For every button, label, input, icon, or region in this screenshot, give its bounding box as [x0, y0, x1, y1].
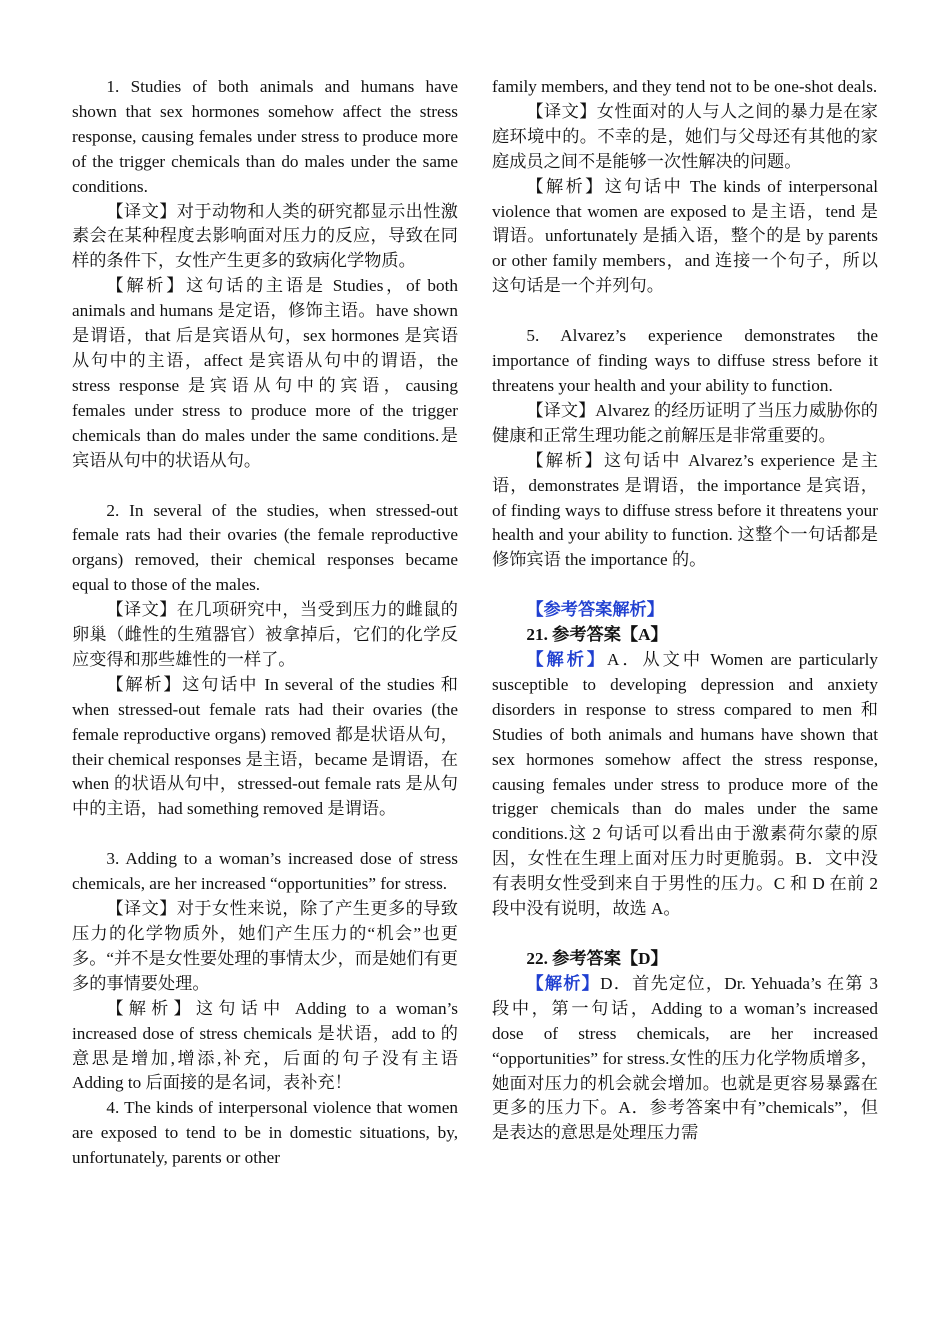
sentence-4-analysis: 【解析】这句话中 The kinds of interpersonal violence that women are exposed to 是主语，tend 是谓语。unfortunately 是插入语，整个的是 by parents or other family members，and 连接一个句子，所以这句话是一个并列句。 [492, 176, 878, 296]
sentence-2-english: 2. In several of the studies, when stressed-out female rats had their ovaries (the female reproductive organs) removed, their chemical responses became equal to those of the males. [72, 500, 458, 595]
q22-analysis-text: D．首先定位，Dr. Yehuada’s 在第 3 段中，第一句话，Adding to a woman’s increased dose of stress chemicals, are her increased “opportunities” for stress.女性的压力化学物质增多，她面对压力的机会就会增加。也就是更容易暴露在更多的压力下。A．参考答案中有”chemicals”，但是表达的意思是处理压力需 [492, 973, 878, 1143]
spacer [492, 573, 878, 598]
spacer [492, 299, 878, 324]
q22-analysis-label: 【解析】 [526, 973, 601, 993]
q22-explanation [492, 972, 878, 1146]
right-column [492, 75, 878, 1146]
spacer [72, 474, 458, 499]
sentence-4-english-part1: 4. The kinds of interpersonal violence that women are exposed to tend to be in domestic situations, by, unfortunately, parents or other [72, 1098, 458, 1168]
q21-analysis-text: A．从文中 Women are particularly susceptible to developing depression and anxiety disorders in response to stress compared to men 和 Studies of both animals and humans have shown that sex hormones somehow affect the stress response, causing females under stress to produce more of the trigger chemicals than do males under the same conditions.这 2 句话可以看出由于激素荷尔蒙的原因，女性在生理上面对压力时更脆弱。B．文中没有表明女性受到来自于男性的压力。C 和 D 在前 2 段中没有说明，故选 A。 [492, 650, 878, 919]
sentence-4-english-part2: family members, and they tend not to be one-shot deals. [492, 77, 878, 96]
sentence-3-analysis: 【解析】这句话中 Adding to a woman’s increased dose of stress chemicals 是状语，add to 的意思是增加,增添,补充，后面的句子没有主语 Adding to 后面接的是名词，表补充！ [72, 998, 458, 1093]
q22-answer-heading: 22. 参考答案【D】 [526, 949, 668, 968]
left-column [72, 75, 458, 1171]
sentence-5-analysis: 【解析】这句话中 Alvarez’s experience 是主语，demonstrates 是谓语，the importance 是宾语，of finding ways to diffuse stress before it threatens your health and your ability to function. 这整个一句话都是修饰宾语 the importance 的。 [492, 450, 878, 570]
sentence-1-english: 1. Studies of both animals and humans have shown that sex hormones somehow affect the stress response, causing females under stress to produce more of the trigger chemicals than do males under the same conditions. [72, 77, 458, 196]
spacer [72, 822, 458, 847]
sentence-1-analysis: 【解析】这句话的主语是 Studies，of both animals and humans 是定语，修饰主语。have shown 是谓语，that 后是宾语从句，sex hormones 是宾语从句中的主语，affect 是宾语从句中的谓语，the stress response 是宾语从句中的宾语，causing females under stress to produce more of the trigger chemicals than do males under the same conditions.是宾语从句中的状语从句。 [72, 276, 458, 470]
q21-answer-heading: 21. 参考答案【A】 [526, 625, 668, 645]
sentence-3-translation: 【译文】对于女性来说，除了产生更多的导致压力的化学物质外，她们产生压力的“机会”也更多。“并不是女性要处理的事情太少，而是她们有更多的事情要处理。 [72, 899, 458, 993]
answer-section-title: 【参考答案解析】 [526, 600, 664, 620]
q21-analysis-label: 【解析】 [526, 650, 607, 670]
sentence-4-translation: 【译文】女性面对的人与人之间的暴力是在家庭环境中的。不幸的是，她们与父母还有其他的家庭成员之间不是能够一次性解决的问题。 [492, 101, 878, 171]
q21-explanation [492, 648, 878, 922]
sentence-3-english: 3. Adding to a woman’s increased dose of stress chemicals, are her increased “opportunities” for stress. [72, 849, 458, 894]
spacer [492, 922, 878, 947]
sentence-5-translation: 【译文】Alvarez 的经历证明了当压力威胁你的健康和正常生理功能之前解压是非常重要的。 [492, 400, 878, 445]
sentence-2-translation: 【译文】在几项研究中，当受到压力的雌鼠的卵巢（雌性的生殖器官）被拿掉后，它们的化学反应变得和那些雄性的一样了。 [72, 600, 458, 669]
sentence-5-english: 5. Alvarez’s experience demonstrates the importance of finding ways to diffuse stress before it threatens your health and your ability to function. [492, 326, 878, 395]
sentence-1-translation: 【译文】对于动物和人类的研究都显示出性激素会在某种程度去影响面对压力的反应，导致在同样的条件下，女性产生更多的致病化学物质。 [72, 201, 458, 271]
sentence-2-analysis: 【解析】这句话中 In several of the studies 和 when stressed-out female rats had their ovaries (the female reproductive organs) removed 都是状语从句，their chemical responses 是主语，became 是谓语，在 when 的状语从句中，stressed-out female rats 是从句中的主语，had something removed 是谓语。 [72, 674, 458, 819]
